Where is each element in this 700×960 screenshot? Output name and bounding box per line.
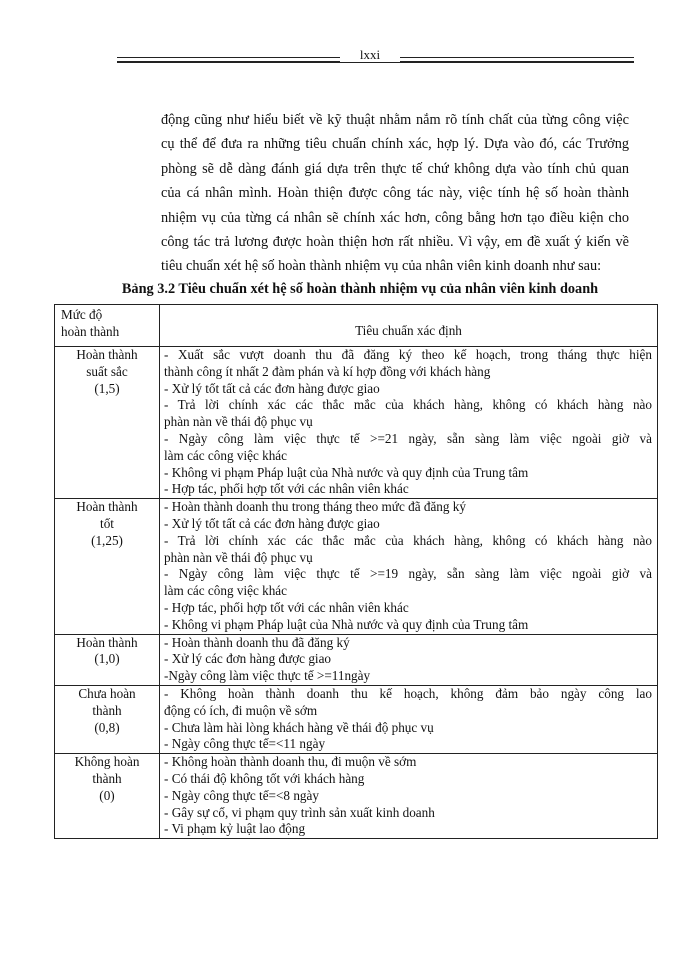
criteria-line: làm các công việc khác <box>164 447 288 463</box>
criteria-table <box>54 304 658 839</box>
level-line: Hoàn thành <box>76 634 138 650</box>
criteria-line: - Xử lý tốt tất cả các đơn hàng được giao <box>164 515 380 531</box>
criteria-line: - Không hoàn thành doanh thu, đi muộn về sớm <box>164 754 417 770</box>
table-caption: Bảng 3.2 Tiêu chuẩn xét hệ số hoàn thành nhiệm vụ của nhân viên kinh doanh <box>121 281 599 297</box>
level-line: thành <box>92 702 122 718</box>
table-header-row <box>55 305 658 347</box>
paragraph-line: tiêu chuẩn xét hệ số hoàn thành nhiệm vụ của nhân viên kinh doanh như sau: <box>161 258 602 275</box>
criteria-line: - Ngày công thực tế=<11 ngày <box>164 736 326 752</box>
criteria-line: - Xuất sắc vượt doanh thu đã đăng ký theo kế hoạch, trong tháng thực hiện <box>164 347 652 362</box>
criteria-line: - Vi phạm kỷ luật lao động <box>164 821 306 837</box>
criteria-cell <box>160 754 658 839</box>
criteria-line: - Ngày công thực tế=<8 ngày <box>164 787 319 803</box>
level-line: (1,5) <box>94 380 120 396</box>
criteria-line: - Trả lời chính xác các thắc mắc của khách hàng, không có khách hàng nào <box>164 532 652 548</box>
page-number: lxxi <box>340 48 400 62</box>
header-level-line: Mức độ <box>61 307 103 322</box>
criteria-cell <box>160 347 658 499</box>
level-line: Hoàn thành <box>76 499 138 515</box>
criteria-line: - Xử lý tốt tất cả các đơn hàng được giao <box>164 380 380 396</box>
criteria-cell <box>160 685 658 753</box>
level-line: tốt <box>100 515 114 531</box>
level-cell <box>55 347 160 499</box>
level-cell <box>55 685 160 753</box>
criteria-line: - Không vi phạm Pháp luật của Nhà nước và quy định của Trung tâm <box>164 616 529 632</box>
criteria-line: - Trả lời chính xác các thắc mắc của khách hàng, không có khách hàng nào <box>164 397 652 413</box>
level-line: suất sắc <box>86 363 128 379</box>
table-row <box>55 754 658 839</box>
header-level-cell <box>55 305 160 347</box>
table-row <box>55 347 658 499</box>
table-row <box>55 685 658 753</box>
criteria-line: - Hoàn thành doanh thu trong tháng theo mức đã đăng ký <box>164 499 466 515</box>
level-line: thành <box>92 770 122 786</box>
criteria-line: động có ích, đi muộn về sớm <box>164 702 318 718</box>
paragraph-line: động cũng như hiểu biết về kỹ thuật nhằm nắm rõ tính chất của từng công việc <box>161 112 629 128</box>
level-line: (1,25) <box>91 532 123 548</box>
level-line: (0,8) <box>94 719 120 735</box>
criteria-line: thành công ít nhất 2 đàm phán và kí hợp đồng với khách hàng <box>164 363 491 379</box>
paragraph-line: của cá nhân mình. Hoàn thiện được công tác này, việc tính hệ số hoàn thành <box>161 185 629 202</box>
level-cell <box>55 499 160 634</box>
criteria-cell <box>160 634 658 685</box>
paragraph-line: cụ thể để đưa ra những tiêu chuẩn chính xác, hợp lý. Dựa vào đó, các Trưởng <box>161 136 629 153</box>
level-line: Không hoàn <box>74 754 140 770</box>
paragraph-line: nhiệm vụ của từng cá nhân sẽ chính xác hơn, công bằng hơn tạo điều kiện cho <box>161 209 629 226</box>
header-criteria-cell: Tiêu chuẩn xác định <box>160 305 658 347</box>
criteria-line: - Gây sự cố, vi phạm quy trình sản xuất kinh doanh <box>164 804 435 820</box>
header-level-line: hoàn thành <box>61 323 120 339</box>
criteria-line: phàn nàn về thái độ phục vụ <box>164 414 313 430</box>
level-line: (0) <box>99 787 115 803</box>
criteria-line: -Ngày công làm việc thực tế >=11ngày <box>164 668 371 684</box>
criteria-line: - Hoàn thành doanh thu đã đăng ký <box>164 634 350 650</box>
criteria-line: phàn nàn về thái độ phục vụ <box>164 549 313 565</box>
criteria-line: - Ngày công làm việc thực tế >=21 ngày, sẵn sàng làm việc ngoài giờ và <box>164 430 652 446</box>
criteria-cell <box>160 499 658 634</box>
criteria-line: - Hợp tác, phối hợp tốt với các nhân viên khác <box>164 599 409 615</box>
table-row <box>55 634 658 685</box>
criteria-line: - Ngày công làm việc thực tế >=19 ngày, sẵn sàng làm việc ngoài giờ và <box>164 566 652 582</box>
criteria-line: - Hợp tác, phối hợp tốt với các nhân viên khác <box>164 481 409 497</box>
level-line: Hoàn thành <box>76 347 138 362</box>
criteria-line: làm các công việc khác <box>164 583 288 599</box>
criteria-line: - Không vi phạm Pháp luật của Nhà nước và quy định của Trung tâm <box>164 464 529 480</box>
level-line: (1,0) <box>94 651 120 667</box>
criteria-line: - Chưa làm hài lòng khách hàng về thái độ phục vụ <box>164 719 434 735</box>
paragraph-line: phòng sẽ dễ dàng đánh giá dựa trên thực tế chứ không dựa vào tính chủ quan <box>161 160 629 177</box>
level-cell <box>55 634 160 685</box>
level-cell <box>55 754 160 839</box>
table-row <box>55 499 658 634</box>
criteria-line: - Không hoàn thành doanh thu kế hoạch, không đảm bảo ngày công lao <box>164 685 652 701</box>
paragraph-line: công tác trả lương được hoàn thiện hơn rất nhiều. Vì vậy, em đề xuất ý kiến về <box>161 233 629 250</box>
level-line: Chưa hoàn <box>78 685 136 701</box>
body-paragraph <box>161 108 629 279</box>
criteria-line: - Xử lý các đơn hàng được giao <box>164 651 332 667</box>
criteria-line: - Có thái độ không tốt với khách hàng <box>164 770 365 786</box>
